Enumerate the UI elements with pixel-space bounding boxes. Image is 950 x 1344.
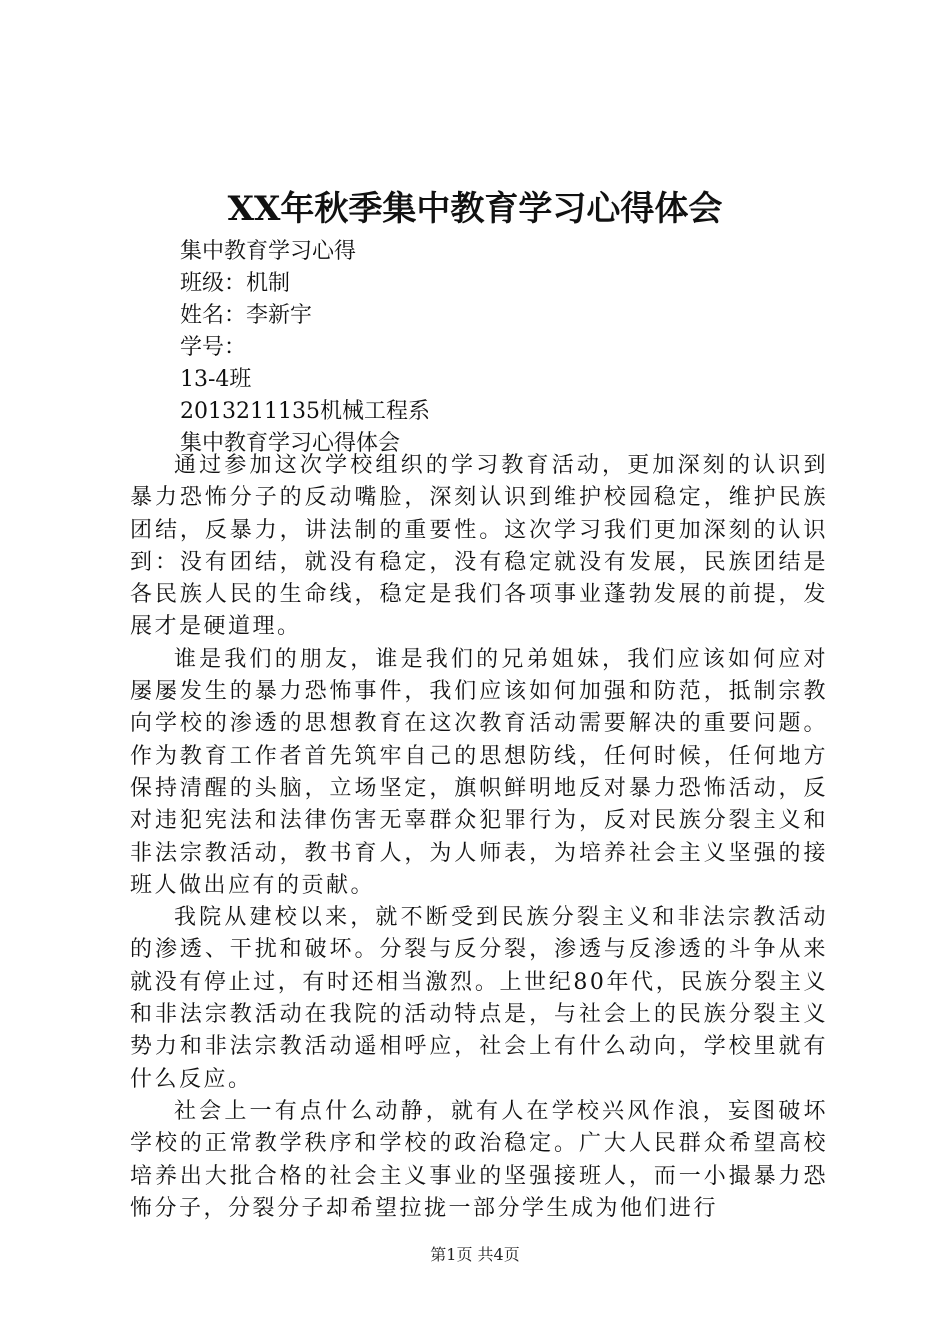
header-info-line: 集中教育学习心得体会 [180, 431, 401, 456]
body-paragraph: 通过参加这次学校组织的学习教育活动，更加深刻的认识到暴力恐怖分子的反动嘴脸，深刻认识到维护校园稳定，维护民族团结，反暴力，讲法制的重要性。这次学习我们更加深刻的认识到：没有团结，就没有稳定，没有稳定就没有发展，民族团结是各民族人民的生命线，稳定是我们各项事业蓬勃发展的前提，发展才是硬道理。 [130, 453, 828, 640]
header-info-line: 13-4班 [180, 367, 252, 392]
body-paragraph: 我院从建校以来，就不断受到民族分裂主义和非法宗教活动的渗透、干扰和破坏。分裂与反分裂，渗透与反渗透的斗争从来就没有停止过，有时还相当激烈。上世纪80年代，民族分裂主义和非法宗教活动在我院的活动特点是，与社会上的民族分裂主义势力和非法宗教活动遥相呼应，社会上有什么动向，学校里就有什么反应。 [130, 905, 828, 1092]
body-paragraph: 谁是我们的朋友，谁是我们的兄弟姐妹，我们应该如何应对屡屡发生的暴力恐怖事件，我们应该如何加强和防范，抵制宗教向学校的渗透的思想教育在这次教育活动需要解决的重要问题。作为教育工作者首先筑牢自己的思想防线，任何时候，任何地方保持清醒的头脑，立场坚定，旗帜鲜明地反对暴力恐怖活动，反对违犯宪法和法律伤害无辜群众犯罪行为，反对民族分裂主义和非法宗教活动，教书育人，为人师表，为培养社会主义坚强的接班人做出应有的贡献。 [130, 646, 828, 898]
header-info-line: 学号： [180, 335, 247, 360]
document-body [130, 450, 828, 1225]
document-title: XX年秋季集中教育学习心得体会 [227, 189, 723, 229]
body-paragraph: 社会上一有点什么动静，就有人在学校兴风作浪，妄图破坏学校的正常教学秩序和学校的政治稳定。广大人民群众希望高校培养出大批合格的社会主义事业的坚强接班人，而一小撮暴力恐怖分子，分裂分子却希望拉拢一部分学生成为他们进行 [130, 1098, 828, 1221]
header-info-line: 班级：机制 [180, 271, 291, 296]
page-number-footer: 第1页 共4页 [430, 1245, 520, 1264]
header-info-line: 姓名：李新宇 [180, 303, 313, 328]
header-info-list [180, 236, 840, 460]
header-info-line: 集中教育学习心得 [180, 239, 357, 264]
header-info-line: 2013211135机械工程系 [180, 399, 430, 424]
